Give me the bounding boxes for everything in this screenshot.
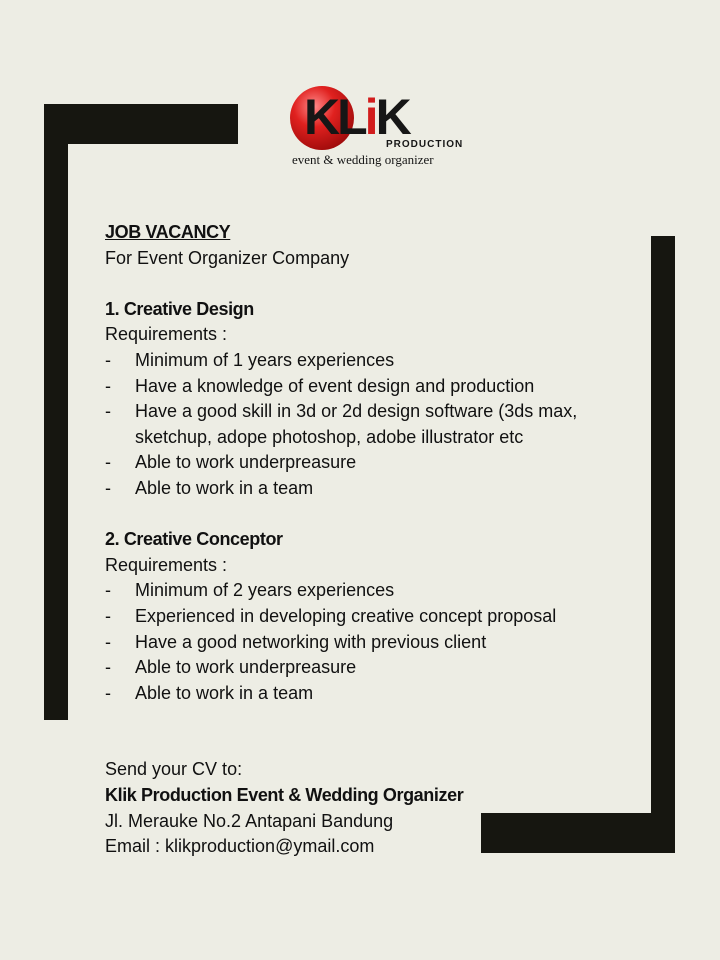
logo-wordmark: KLiK [304, 89, 409, 145]
logo-tagline: event & wedding organizer [292, 152, 434, 167]
logo-production-text: PRODUCTION [386, 139, 464, 150]
requirements-label: Requirements : [105, 554, 228, 575]
contact-email: Email : klikproduction@ymail.com [105, 836, 375, 857]
contact-block [105, 757, 645, 859]
list-item: - Experienced in developing creative concept proposal [105, 605, 557, 626]
requirements-label: Requirements : [105, 324, 228, 345]
contact-address: Jl. Merauke No.2 Antapani Bandung [105, 810, 394, 831]
position-creative-design [105, 297, 645, 502]
frame-bottom-right-vertical [651, 236, 675, 853]
position-title: 1. Creative Design [105, 298, 254, 319]
list-item: - Able to work underpreasure [105, 452, 357, 473]
list-item: - Have a knowledge of event design and production [105, 375, 535, 396]
list-item: - Have a good networking with previous client [105, 631, 487, 652]
frame-top-left-horizontal [44, 104, 238, 144]
frame-top-left-vertical [44, 104, 68, 720]
list-item: - Able to work underpreasure [105, 657, 357, 678]
list-item: - Minimum of 1 years experiences [105, 349, 395, 370]
contact-company: Klik Production Event & Wedding Organizer [105, 785, 464, 806]
list-item: - Able to work in a team [105, 477, 314, 498]
position-title: 2. Creative Conceptor [105, 529, 283, 550]
vacancy-content [105, 220, 645, 860]
list-item: - Minimum of 2 years experiences [105, 580, 395, 601]
vacancy-subtitle: For Event Organizer Company [105, 247, 350, 268]
list-item-continuation: sketchup, adope photoshop, adobe illustrator etc [135, 426, 524, 447]
klik-logo [288, 82, 464, 172]
position-creative-conceptor [105, 527, 645, 706]
vacancy-title: JOB VACANCY [105, 222, 231, 242]
contact-lead: Send your CV to: [105, 759, 243, 780]
list-item: - Have a good skill in 3d or 2d design software (3ds max, [105, 401, 578, 422]
list-item: - Able to work in a team [105, 682, 314, 703]
